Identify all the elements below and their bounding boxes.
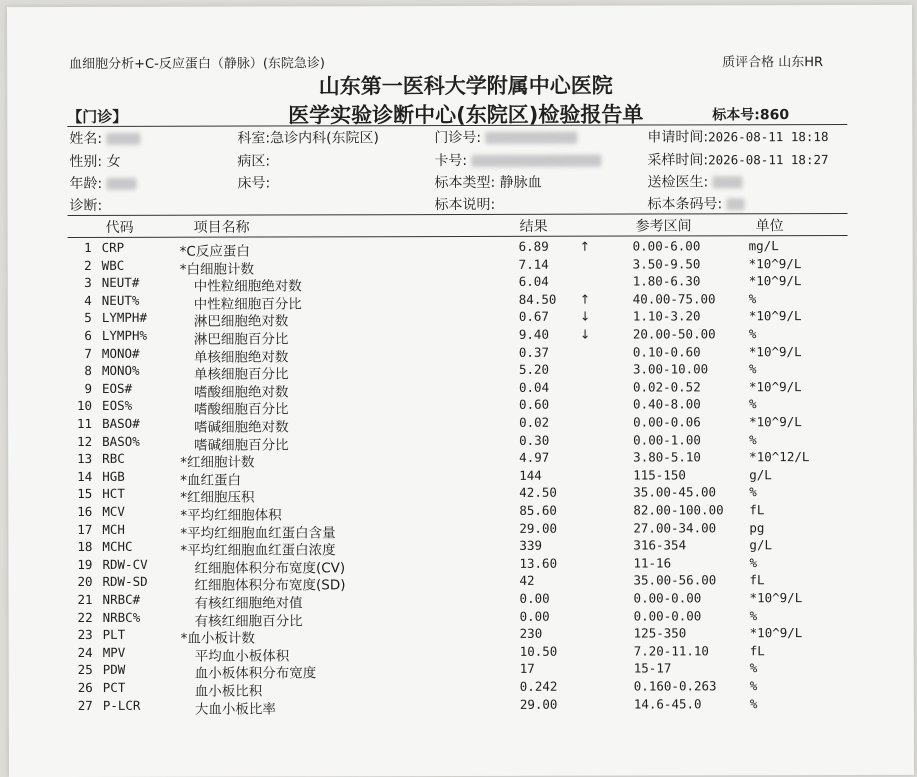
request-time-field [647,126,828,146]
item-code: EOS% [102,398,133,414]
collect-time-value: 2026-08-11 18:27 [708,152,829,168]
row-number: 10 [76,398,93,414]
result-unit: % [749,484,757,500]
col-header-ref: 参考区间 [635,218,692,235]
reference-range: 1.10-3.20 [632,308,701,324]
item-name: *血红蛋白 [180,472,242,489]
result-unit: % [749,396,757,412]
result-unit: mg/L [748,238,779,254]
dept-tag: 【门诊】 [67,107,128,127]
row-number: 2 [84,257,92,273]
result-unit: % [749,607,758,623]
item-code: PLT [102,627,126,643]
result-flag: ↓ [579,309,591,325]
item-name: 嗜酸细胞绝对数 [193,384,289,401]
result-value: 0.30 [519,432,550,448]
item-name: 血小板体积分布宽度 [194,665,317,683]
item-code: MCHC [102,539,133,555]
item-name: 淋巴细胞百分比 [193,331,289,348]
dept-value: 急诊内科(东院区) [270,130,380,147]
reference-range: 0.00-0.00 [633,607,702,624]
reference-range: 316-354 [633,537,687,553]
result-unit: fL [749,643,765,659]
item-name: 有核红细胞绝对值 [194,595,303,612]
item-code: NEUT# [101,275,140,291]
result-value: 42 [519,573,535,589]
result-value: 230 [519,625,543,642]
gender-field [69,151,120,171]
result-value: 13.60 [519,555,558,571]
dept-field [237,127,379,147]
collect-time-label: 采样时间: [647,152,709,169]
row-number: 21 [77,591,93,608]
result-unit: g/L [749,537,773,553]
age-label: 年龄: [69,175,103,193]
request-time-value: 2026-08-11 18:18 [708,129,829,145]
row-number: 19 [77,556,93,572]
reference-range: 0.40-8.00 [633,396,701,412]
row-number: 3 [84,275,92,291]
quality-mark: 质评合格 山东HR [722,55,824,71]
item-code: HGB [102,468,125,484]
result-unit: % [749,660,758,676]
col-header-name: 项目名称 [193,219,250,236]
item-code: PCT [102,679,126,695]
result-value: 17 [519,661,535,677]
item-code: LYMPH# [101,310,147,326]
result-value: 85.60 [519,502,557,518]
result-value: 0.60 [519,397,550,413]
item-code: LYMPH% [101,327,148,343]
item-code: MCH [102,521,125,537]
name-field [69,128,140,148]
result-unit: *10^9/L [749,590,803,606]
lab-report-paper [7,5,914,777]
row-number: 8 [84,363,92,379]
item-name: 有核红细胞百分比 [194,613,303,630]
result-unit: pg [749,519,765,535]
row-number: 4 [84,292,92,308]
result-unit: % [748,291,757,307]
result-value: 6.04 [518,273,549,290]
redacted-clinic-no [485,132,577,144]
report-title: 医学实验诊断中心(东院区)检验报告单 [288,102,644,128]
result-unit: % [748,361,757,377]
row-number: 24 [77,644,93,660]
result-unit: fL [749,572,765,588]
result-flag: ↑ [579,291,591,307]
ward-label: 病区: [237,153,271,170]
result-unit: *10^9/L [748,343,802,359]
reference-range: 1.80-6.30 [632,273,701,289]
row-number: 13 [77,451,93,467]
item-name: 淋巴细胞绝对数 [193,313,289,331]
collect-time-field [647,149,828,169]
item-name: 嗜酸细胞百分比 [194,401,289,419]
item-code: NEUT% [101,292,140,308]
item-code: NRBC% [102,609,141,625]
item-name: *平均红细胞血红蛋白浓度 [180,542,336,559]
item-code: BASO# [102,415,140,431]
result-value: 0.67 [518,309,549,325]
item-code: BASO% [102,433,140,449]
result-value: 144 [519,467,542,483]
result-unit: *10^9/L [749,625,803,641]
item-name: *平均红细胞血红蛋白含量 [180,524,336,542]
request-time-label: 申请时间: [647,129,709,146]
item-code: EOS# [101,380,133,396]
col-header-unit: 单位 [755,218,784,235]
result-value: 0.02 [519,414,550,430]
item-name: 血小板比积 [194,683,263,700]
gender-value: 女 [106,153,121,170]
bed-label: 床号: [237,175,271,192]
result-unit: *10^9/L [749,414,802,430]
result-unit: *10^9/L [748,308,802,324]
item-name: *平均红细胞体积 [180,507,282,524]
item-name: 红细胞体积分布宽度(CV) [194,560,346,577]
item-name: 平均血小板体积 [194,648,290,665]
result-value: 10.50 [519,643,558,659]
col-header-code: 代码 [105,219,134,236]
result-unit: g/L [749,466,772,483]
item-code: RDW-SD [102,574,148,590]
age-field [69,173,136,193]
reference-range: 82.00-100.00 [633,502,724,518]
result-unit: fL [749,502,765,518]
item-code: NRBC# [102,591,141,607]
reference-range: 0.160-0.263 [633,678,717,694]
reference-range: 20.00-50.00 [632,326,716,342]
result-unit: % [749,678,758,694]
result-value: 29.00 [519,696,558,712]
reference-range: 0.00-1.00 [633,431,701,448]
result-value: 0.00 [519,590,550,606]
result-unit: % [749,555,758,571]
result-value: 84.50 [518,291,557,307]
reference-range: 0.00-6.00 [632,238,701,254]
reference-range: 3.80-5.10 [633,449,701,465]
row-number: 5 [84,310,92,326]
redacted-name [106,133,140,145]
result-value: 6.89 [518,238,549,254]
col-header-result: 结果 [519,218,548,235]
reference-range: 3.50-9.50 [632,255,701,272]
reference-range: 0.00-0.06 [633,414,701,430]
result-value: 0.04 [518,379,550,395]
item-name: 中性粒细胞绝对数 [193,278,302,295]
item-code: HCT [102,486,125,502]
result-flag: ↑ [579,238,591,254]
item-name: *白细胞计数 [179,261,254,278]
reference-range: 125-350 [633,625,687,641]
reference-range: 35.00-56.00 [633,572,717,588]
result-value: 5.20 [518,361,550,378]
result-unit: % [749,431,757,447]
reference-range: 35.00-45.00 [633,484,717,500]
result-value: 339 [519,537,543,554]
clinic-no-field [434,127,577,147]
sample-note-label: 标本说明: [434,196,496,214]
result-flag: ↓ [579,326,591,342]
doctor-label: 送检医生: [647,174,709,191]
item-name: 单核细胞百分比 [193,366,289,383]
result-unit: *10^9/L [748,378,802,395]
item-code: MONO% [101,363,140,379]
item-name: *C反应蛋白 [179,243,250,260]
row-number: 22 [77,609,93,625]
item-name: 嗜碱细胞绝对数 [194,419,289,436]
diagnosis-label: 诊断: [69,197,103,215]
item-name: 单核细胞绝对数 [193,349,289,366]
item-code: RBC [102,451,125,467]
item-code: PDW [102,662,126,678]
sample-type-value: 静脉血 [499,174,542,191]
result-value: 7.14 [518,256,549,272]
reference-range: 0.02-0.52 [632,379,701,395]
item-name: 红细胞体积分布宽度(SD) [194,577,346,595]
redacted-barcode [726,198,744,210]
item-name: *红细胞压积 [180,489,255,507]
reference-range: 3.00-10.00 [632,361,709,377]
row-number: 14 [77,468,93,484]
result-unit: *10^12/L [749,449,810,465]
specimen-number: 标本号:860 [712,107,790,124]
result-value: 42.50 [519,485,557,501]
reference-range: 14.6-45.0 [633,695,702,712]
result-value: 9.40 [518,326,549,342]
row-number: 25 [77,662,93,678]
row-number: 1 [84,239,92,255]
item-name: 嗜碱细胞百分比 [194,437,289,454]
hospital-name: 山东第一医科大学附属中心医院 [318,73,613,99]
redacted-card-no [471,155,601,167]
result-value: 29.00 [519,520,558,536]
row-number: 7 [84,345,92,361]
result-unit: *10^9/L [748,273,802,289]
row-number: 11 [77,415,93,432]
row-number: 17 [77,521,93,537]
reference-range: 27.00-34.00 [633,519,717,536]
row-number: 16 [77,503,93,520]
redacted-doctor [712,176,742,188]
card-label: 卡号: [434,152,468,170]
dept-label: 科室: [237,130,271,147]
row-number: 15 [77,486,93,502]
barcode-field [647,193,744,213]
item-code: CRP [101,239,125,255]
result-unit: % [748,326,757,342]
item-code: MONO# [101,345,140,361]
item-code: RDW-CV [102,556,148,572]
reference-range: 115-150 [633,467,686,483]
item-code: P-LCR [102,697,141,713]
barcode-label: 标本条码号: [647,196,723,213]
result-unit: *10^9/L [748,255,802,271]
row-number: 27 [77,697,93,713]
card-field [434,150,601,170]
result-value: 0.37 [518,344,550,360]
row-number: 26 [77,679,93,696]
divider [68,213,848,216]
row-number: 6 [84,327,92,343]
result-value: 4.97 [519,449,550,466]
sample-type-label: 标本类型: [434,174,496,192]
reference-range: 40.00-75.00 [632,291,716,307]
name-label: 姓名: [69,130,103,148]
item-code: MPV [102,644,126,660]
item-code: WBC [101,257,125,273]
item-name: 中性粒细胞百分比 [193,296,302,313]
item-code: MCV [102,503,125,519]
reference-range: 7.20-11.10 [633,643,709,659]
reference-range: 0.10-0.60 [632,343,701,360]
redacted-age [106,178,136,190]
reference-range: 0.00-0.00 [633,590,702,606]
result-value: 0.242 [519,678,558,694]
item-name: 大血小板比率 [194,701,276,718]
row-number: 12 [77,433,93,449]
test-name: 血细胞分析+C-反应蛋白（静脉）(东院急诊) [69,56,325,73]
gender-label: 性别: [69,153,103,171]
item-name: *血小板计数 [180,630,255,647]
sample-type-field [434,172,541,192]
row-number: 18 [77,539,93,555]
clinic-no-label: 门诊号: [434,129,482,147]
reference-range: 11-16 [633,555,672,571]
row-number: 23 [77,627,93,643]
result-value: 0.00 [519,608,550,624]
reference-range: 15-17 [633,660,672,676]
item-name: *红细胞计数 [180,454,255,471]
table-row [9,695,917,718]
result-unit: % [749,695,758,711]
row-number: 20 [77,574,93,590]
row-number: 9 [84,380,93,396]
doctor-field [647,171,742,191]
